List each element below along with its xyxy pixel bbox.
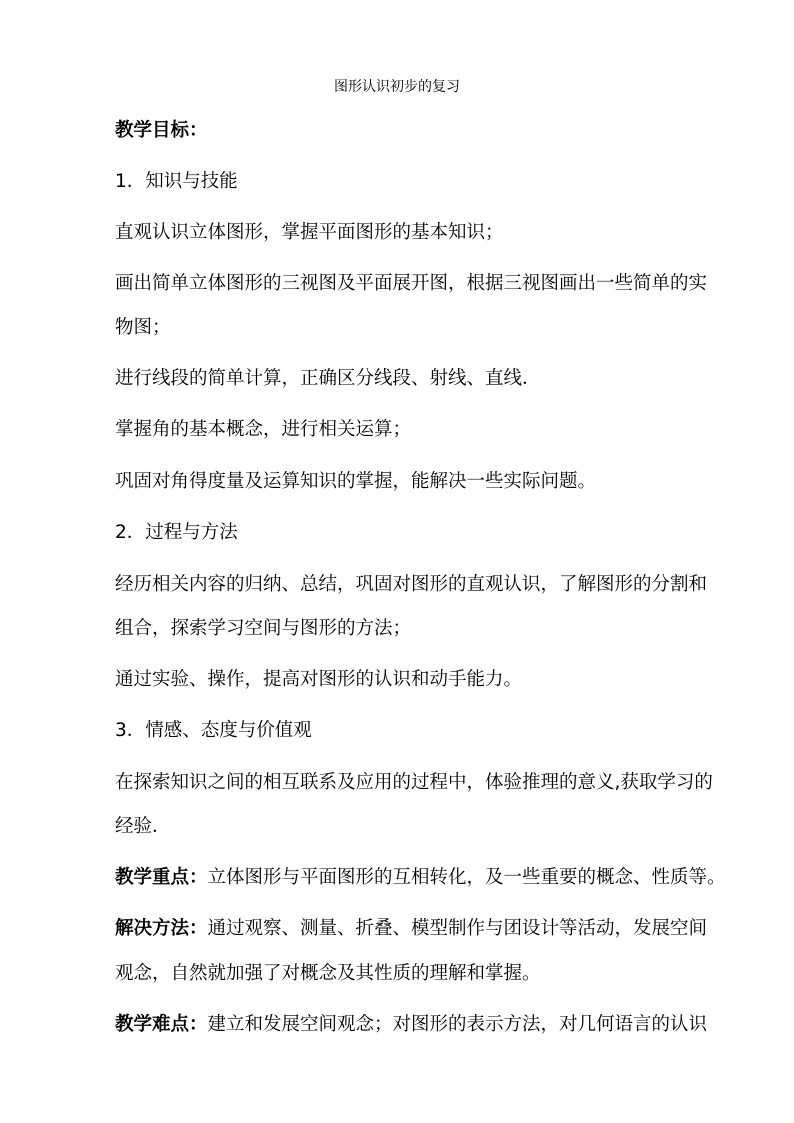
paragraph-line: 组合，探索学习空间与图形的方法； — [115, 618, 412, 639]
paragraph-line: 进行线段的简单计算，正确区分线段、射线、直线． — [115, 368, 541, 389]
paragraph-line: 画出简单立体图形的三视图及平面展开图，根据三视图画出一些简单的实 — [115, 273, 708, 294]
paragraph-line: 通过实验、操作，提高对图形的认识和动手能力。 — [115, 669, 523, 690]
method-label: 解决方法： — [115, 918, 208, 939]
objectives-heading: 教学目标： — [115, 120, 208, 141]
key-point-paragraph — [115, 866, 730, 890]
difficulty-label: 教学难点： — [115, 1014, 208, 1035]
section-heading-emotion-values: 3．情感、态度与价值观 — [115, 720, 312, 741]
difficulty-paragraph — [115, 1013, 730, 1037]
paragraph-line: 观念，自然就加强了对概念及其性质的理解和掌握。 — [115, 963, 541, 984]
difficulty-text: 建立和发展空间观念；对图形的表示方法，对几何语言的认识 — [207, 1014, 708, 1035]
section-heading-process-methods: 2．过程与方法 — [115, 522, 238, 543]
key-point-text: 立体图形与平面图形的互相转化，及一些重要的概念、性质等。 — [207, 867, 726, 888]
paragraph-line: 在探索知识之间的相互联系及应用的过程中，体验推理的意义,获取学习的 — [115, 772, 713, 793]
paragraph-line: 掌握角的基本概念，进行相关运算； — [115, 419, 412, 440]
paragraph-line: 直观认识立体图形，掌握平面图形的基本知识； — [115, 222, 504, 243]
key-point-label: 教学重点： — [115, 867, 208, 888]
paragraph-line: 物图； — [115, 317, 171, 338]
method-paragraph — [115, 917, 730, 941]
document-title: 图形认识初步的复习 — [334, 79, 460, 95]
paragraph-line: 巩固对角得度量及运算知识的掌握，能解决一些实际问题。 — [115, 471, 597, 492]
section-heading-knowledge-skills: 1．知识与技能 — [115, 171, 238, 192]
method-text: 通过观察、测量、折叠、模型制作与团设计等活动，发展空间 — [207, 918, 708, 939]
paragraph-line: 经验． — [115, 816, 171, 837]
paragraph-line: 经历相关内容的归纳、总结，巩固对图形的直观认识，了解图形的分割和 — [115, 574, 708, 595]
